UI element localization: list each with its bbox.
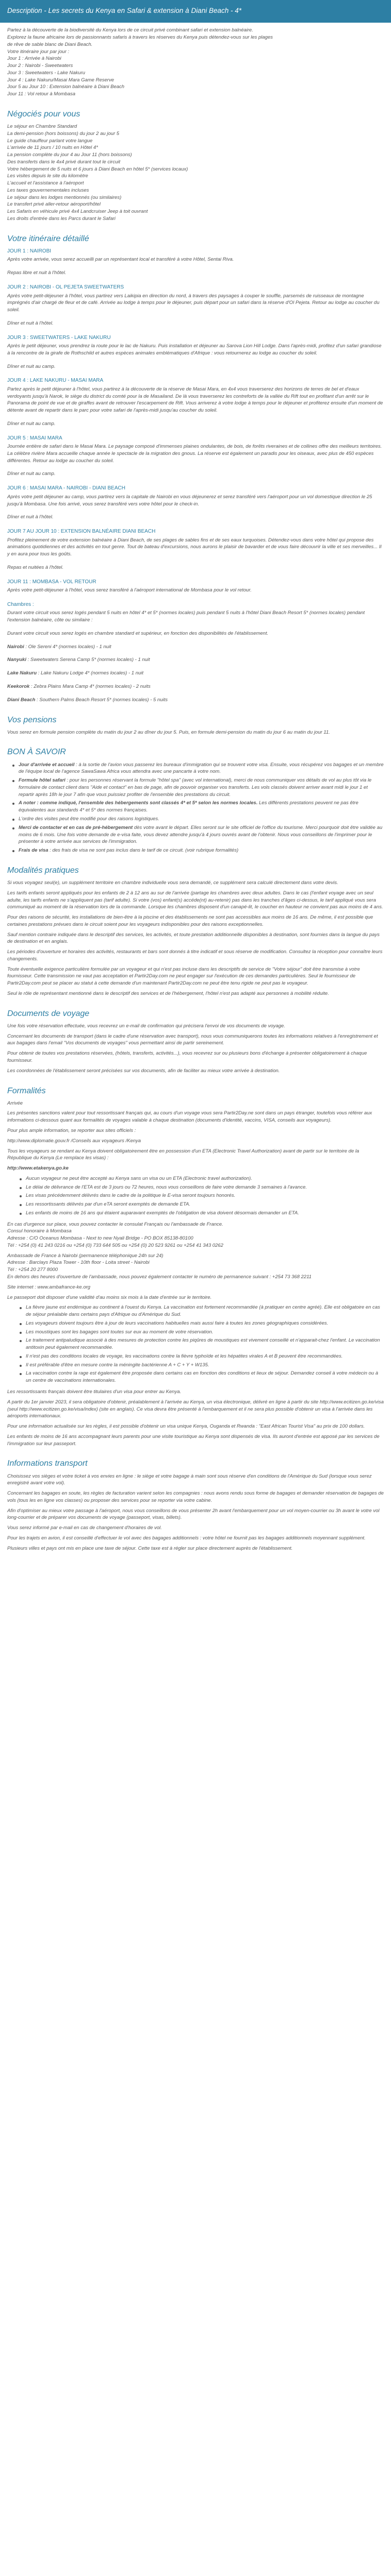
section-heading-formalites: Formalités — [7, 1086, 46, 1095]
modalites-text: Si vous voyagez seul(e), un supplément territoire en chambre individuelle vous sera demandé, ce supplément sera calculé directement dans votre devis. — [7, 880, 338, 886]
section-heading-modalites: Modalités pratiques — [7, 866, 79, 875]
day-text: Partez après le petit déjeuner à l'hôtel, vous partirez à la découverte de la réserve de Masai Mara, en 4x4 vous traverserez des horizons de terres de bel et d'eaux verdoyants jusqu'à Narok, le siège du district du comté pour la de Masailand. De là vous traverserez les contreforts de la vallée du Rift tout en profitant d'un arrêt sur le Panorama de point de vue et de giraffes avant de retrouver l'escarpement de Rift. Vous arriverez à votre lodge à temps pour le déjeuner et profiterez ensuite d'un moment de détente avant de repartir dans le parc pour votre safari de l'après-midi jusqu'au coucher du soleil. — [7, 386, 383, 414]
list-item — [7, 816, 384, 823]
intro-line: Jour 11 : Vol retour à Mombasa — [7, 91, 76, 97]
day-text: Après le petit déjeuner, vous prendrez la route pour le lac de Nakuru. Puis installation et déjeuner au Sarova Lion Hill Lodge. Dans l'après-midi, profitez d'un safari grandiose à la rencontre de la girafe de Rothschild et autres espèces animales emblématiques d'Afrique : vous retournerez au lodge au coucher du soleil. — [7, 343, 382, 356]
formalites-text: En cas d'urgence sur place, vous pouvez contacter le consulat Français ou l'ambassade de France. — [7, 1221, 223, 1227]
formalites-text: Tél : +254 20 277 8000 — [7, 1267, 58, 1273]
list-item: La vaccination contre la rage est également être proposée dans certains cas en fonction des conditions et lieux de séjour. Demandez conseil à votre médecin ou à un centre de vaccinations internationales. — [7, 1370, 384, 1384]
formalites-text: A partir du 1er janvier 2023, il sera obligatoire d'obtenir, préalablement à l'arrivée au Kenya, un visa électronique, délivré en ligne à partir du site http://www.ecitizen.go.ke/visa (seul http://www.ecitizen.go.ke/visa/index) (site en anglais). Ce visa devra être présenté à l'embarquement et il ne sera plus possible d'obtenir un visa à l'arrivée dans les aéroports internationaux. — [7, 1399, 384, 1419]
documents-text: Les coordonnées de l'établissement seront précisées sur vos documents, afin de faciliter au mieux votre arrivée à destination. — [7, 1067, 280, 1074]
day-text: Dîner et nuit à l'hôtel. — [7, 514, 54, 520]
day-block — [7, 435, 384, 478]
list-item-text: L'ordre des visites peut être modifié pour des raisons logistiques. — [19, 816, 159, 822]
intro-line: Votre itinéraire jour par jour : — [7, 48, 70, 55]
list-item-bold: A noter : comme indiqué, l'ensemble des hébergements sont classés 4* et 5* selon les normes locales. — [19, 800, 258, 806]
intro-line: Jour 3 : Sweetwaters - Lake Nakuru — [7, 70, 86, 76]
negocie-item: La pension complète du jour 4 au Jour 11 (hors boissons) — [7, 152, 132, 158]
day-text: Dîner et nuit au camp. — [7, 363, 56, 369]
modalites-text: Les tarifs enfants seront appliqués pour les enfants de 2 à 12 ans au sur de l'arrivée (partage les chambres avec deux adultes. Dans le cas (l'enfant voyage avec un seul adulte, les tarifs enfants ne s'appliquent pas (tarif adulte). Si votre (vos) enfant(s) accéde(nt) au-retenir) pas dans les tranches d'âges ci-dessus, le tarif appliqué vous sera communiqué au moment de la réservation lors de la commande. Lorsque les chambres disposent d'un canapé-lit, le coucher en hauteur ne convient pas aux moins de 4 ans. — [7, 890, 383, 910]
page-header — [0, 0, 391, 23]
page-title: Description - Les secrets du Kenya en Safari & extension à Diani Beach - 4* — [7, 7, 241, 14]
modalites-block — [7, 879, 384, 997]
day-block — [7, 579, 384, 594]
infos-text: Pour les trajets en avion, il est conseillé d'effectuer le vol avec des bagages additionnels : votre hôtel ne fournit pas les bagages additionnels moyennant supplément. — [7, 1535, 366, 1541]
list-item: Il est préférable d'être en mesure contre la méningite bactérienne A + C + Y + W135. — [7, 1362, 384, 1369]
formalites-text: Les enfants de moins de 16 ans accompagnant leurs parents pour une visite touristique au Kenya sont dispensés de visa. Ils auront d'entrée est apposé par les services de l'immigration sur leur passeport. — [7, 1433, 380, 1447]
formalites-list-eta — [7, 1175, 384, 1217]
list-item: Aucun voyageur ne peut être accepté au Kenya sans un visa ou un ETA (Electronic travel authorization). — [7, 1175, 384, 1182]
section-heading-itineraire: Votre itinéraire détaillé — [7, 234, 89, 243]
list-item: Les voyageurs doivent toujours être à jour de leurs vaccinations habituelles mais aussi faire à toutes les zones géographiques considérées. — [7, 1320, 384, 1327]
hotel-line — [7, 656, 384, 664]
day-block — [7, 284, 384, 327]
infos-text: Plusieurs villes et pays ont mis en place une taxe de séjour. Cette taxe est à régler sur place directement auprès de l'établissement. — [7, 1545, 293, 1551]
hotel-line — [7, 683, 384, 690]
day-text: Dîner et nuit au camp. — [7, 471, 56, 477]
formalites-link[interactable]: Site internet : www.ambafrance-ke.org — [7, 1284, 91, 1290]
day-text: Dîner et nuit à l'hôtel. — [7, 320, 54, 326]
formalites-text: Consul honoraire à Mombasa — [7, 1228, 72, 1234]
formalites-text: Adresse : C/O Oceanus Mombasa - Next to new Nyali Bridge - PO BOX 85138-80100 — [7, 1235, 193, 1242]
negocie-item: Le transfert privé aller-retour aéroport/hôtel — [7, 201, 101, 208]
hotel-desc: : Sweetwaters Serena Camp 5* (normes locales) - 1 nuit — [26, 657, 150, 663]
list-item-bold: Merci de contacter et en cas de pré-hébergement — [19, 824, 133, 831]
negocie-item: Les droits d'entrée dans les Parcs durant le Safari — [7, 216, 116, 222]
hotel-desc: : Ole Sereni 4* (normes locales) - 1 nuit — [24, 643, 111, 650]
section-heading-infos: Informations transport — [7, 1459, 88, 1468]
day-title: JOUR 11 : MOMBASA - VOL RETOUR — [7, 579, 96, 585]
list-item: Il n'est pas des conditions locales de voyage, les vaccinations contre la fièvre typhoïde et les hépatites virales A et B peuvent être recommandées. — [7, 1353, 384, 1360]
hotel-place: Diani Beach — [7, 697, 36, 703]
list-item-text: : pour les personnes réservant la formule "hôtel spa" (avec vol international), merci de nous communiquer vos détails de vol au plus tôt via le formulaire de contact client dans "Aide et contact" en bas de page, afin de pouvoir organiser vos transferts. Les vols classés doivent arriver avant midi le jour 1 et repartir après 18h le jour 7 afin que vous puissiez profiter de l'ensemble des prestations du circuit. — [19, 777, 372, 798]
bon-savoir-list — [7, 761, 384, 854]
negocie-item: Votre hébergement de 5 nuits et 6 jours à Diani Beach en hôtel 5* (services locaux) — [7, 166, 188, 172]
pensions-text: Vous serez en formule pension complète du matin du jour 2 au dîner du jour 5. Puis, en formule demi-pension du matin du jour 6 au matin du jour 11. — [7, 729, 330, 735]
intro-line: Explorez la faune africaine lors de passionnants safaris à travers les réserves du Kenya puis détendez-vous sur les plages — [7, 34, 273, 40]
negocie-item: Le séjour dans les lodges mentionnés (ou similaires) — [7, 194, 122, 200]
hotel-line — [7, 643, 384, 651]
infos-text: Vous serez informé par e-mail en cas de changement d'horaires de vol. — [7, 1525, 162, 1531]
list-item-bold: Jour d'arrivée et accueil — [19, 761, 75, 768]
day-text: Journée entière de safari dans le Masai Mara. Le paysage composé d'immenses plaines ondulantes, de bois, de forêts riveraines et de collines offre des meilleurs territoires. La célèbre rivière Mara accueille chaque année le spectacle de la migration des gnous. La réserve est également un paradis pour les oiseaux, avec plus de 450 espèces différentes. Retour au lodge au coucher du soleil. — [7, 444, 382, 464]
intro-line: Partez à la découverte de la biodiversité du Kenya lors de ce circuit privé combinant safari et extension balnéaire. — [7, 27, 253, 33]
documents-text: Concernant les documents de transport (dans le cadre d'une réservation avec transport), nous vous communiquerons toutes les informations relatives à l'enregistrement et aux bagages dans l'email "Vos documents de voyages" vous permettant ainsi de partir sereinement. — [7, 1033, 378, 1046]
documents-text: Pour obtenir de toutes vos prestations réservées, (hôtels, transferts, activités...), vous recevrez sur ou plusieurs bons d'échange à présenter obligatoirement à chaque fournisseur. — [7, 1050, 367, 1063]
section-heading-bon-savoir: BON À SAVOIR — [7, 748, 66, 757]
hotel-place: Nanyuki — [7, 657, 26, 663]
infos-block — [7, 1473, 384, 1552]
list-item: Les ressortissants délivrés par d'un eTA seront exemptés de demande ETA. — [7, 1201, 384, 1208]
formalites-text: Ambassade de France à Nairobi (permanence téléphonique 24h sur 24) — [7, 1252, 164, 1259]
main-content — [0, 23, 391, 1575]
hotel-place: Keekorok — [7, 683, 30, 689]
day-block — [7, 377, 384, 427]
day-block — [7, 248, 384, 277]
modalites-text: Sauf mention contraire indiquée dans le descriptif des services, les activités, et toute prestation additionnelle disponibles à destination, sont fournies dans la langue du pays de destination et en anglais. — [7, 931, 380, 945]
day-title: JOUR 5 : MASAI MARA — [7, 435, 62, 441]
hotel-place: Nairobi — [7, 643, 24, 650]
hotel-desc: : Lake Nakuru Lodge 4* (normes locales) - 1 nuit — [37, 670, 144, 676]
intro — [7, 27, 384, 98]
day-text: Repas et nuitées à l'hôtel. — [7, 564, 64, 570]
section-heading-pensions: Vos pensions — [7, 715, 57, 724]
day-text: Après votre petit-déjeuner à l'hôtel, vous serez transféré à l'aéroport international de Mombasa pour le vol retour. — [7, 587, 252, 594]
day-text: Repas libre et nuit à l'hôtel. — [7, 270, 67, 276]
documents-text: Une fois votre réservation effectuée, vous recevrez un e-mail de confirmation qui précisera l'envoi de vos documents de voyage. — [7, 1023, 285, 1029]
hotel-line — [7, 670, 384, 677]
list-item-text: dès votre avant le départ. Elles seront sur le site officiel de l'office du tourisme. Merci pourquoir doit être validée au moins de 6 mois. Une fois votre demande de e-visa faite, vous devez attendre jusqu'à 4 jours ouvrés avant de l'obtenir. Nous vous conseillons de l'imprimer pour le présenter à votre arrivée aux services de l'immigration. — [19, 824, 383, 845]
section-heading-negocies: Négociés pour vous — [7, 109, 80, 118]
formalites-subtitle: Arrivée — [7, 1100, 23, 1106]
documents-block — [7, 1023, 384, 1075]
formalites-text: Pour plus ample information, se reporter aux sites officiels : — [7, 1128, 136, 1133]
formalites-list-health — [7, 1304, 384, 1384]
negocies-list — [7, 123, 384, 223]
formalites-text: Les ressortissants français doivent être titulaires d'un visa pour entrer au Kenya. — [7, 1388, 182, 1395]
negocie-item: Les visites depuis le site du kilomètre — [7, 173, 88, 179]
list-item-text: : des frais de visa ne sont pas inclus dans le tarif de ce circuit. (voir rubrique formalités) — [48, 848, 239, 854]
formalites-block — [7, 1100, 384, 1448]
negocie-item: Le guide chauffeur parlant votre langue — [7, 138, 93, 144]
day-text: Profitez pleinement de votre extension balnéaire à Diani Beach, de ses plages de sables fins et de ses eaux turquoises. Détendez-vous dans votre hôtel qui propose des animations quotidiennes et des activités en tout genre. Tout de bateau d'excursions, nous aurons le plaisir de bavarder et de vous faire découvrir la ville et ses merveilles... Il y en aura pour tous les goûts. — [7, 537, 382, 557]
day-text: Après votre arrivée, vous serez accueilli par un représentant local et transféré à votre Hôtel, Sentai Riva. — [7, 257, 234, 263]
list-item — [7, 761, 384, 776]
day-text: Après votre petit-déjeuner à l'hôtel, vous partirez vers Laikipia en direction du nord, à travers des paysages à couper le souffle, parsemés de ruisseaux de montagne imprégnés d'air chargé de fleur et de café. Arrivée au lodge à temps pour le déjeuner, puis départ pour un safari dans la réserve d'Ol Pejeta. Retour au lodge au coucher du soleil. — [7, 293, 380, 313]
hotel-line — [7, 697, 384, 704]
formalites-text: Adresse : Barclays Plaza Tower - 10th floor - Loita street - Nairobi — [7, 1260, 150, 1266]
day-title: JOUR 6 : MASAI MARA - NAIROBI - DIANI BEACH — [7, 485, 125, 492]
day-text: Après votre petit déjeuner au camp, vous partirez vers la capitale de Nairobi en vous déjeunerez et serez transféré vers l'aéroport pour un vol domestique direction le 25 jusqu'à Mombasa. Une fois arrivé, vous serez transféré vers votre hôtel pour le check-in. — [7, 494, 372, 507]
intro-line: Jour 5 au Jour 10 : Extension balnéaire à Diani Beach — [7, 84, 125, 90]
day-block — [7, 334, 384, 370]
list-item — [7, 800, 384, 814]
list-item — [7, 847, 384, 854]
negocie-item: Le séjour en Chambre Standard — [7, 124, 77, 130]
list-item: Le délai de délivrance de l'ETA est de 3 jours ou 72 heures, nous vous conseillons de faire votre demande 3 semaines à l'avance. — [7, 1184, 384, 1191]
day-text: Dîner et nuit au camp. — [7, 420, 56, 427]
day-title: JOUR 2 : NAIROBI - OL PEJETA SWEETWATERS — [7, 284, 124, 290]
list-item-bold: Formule hôtel safari — [19, 777, 66, 784]
infos-text: Choisissez vos sièges et votre ticket à vos envies en ligne : le siège et votre bagage à main sont sous réserve d'en conditions de l'Amérique du Sud (lorsque vous serez enregistré avant votre vol). — [7, 1473, 372, 1486]
modalites-text: Seul le rôle de représentant mentionné dans le descriptif des services et de l'hébergement, l'hôtel n'est pas adapté aux personnes à mobilité réduite. — [7, 990, 329, 996]
list-item: Le traitement antipaludique associé à des mesures de protection contre les piqûres de moustiques est vivement conseillé et n'apparait-chez l'enfant. Le vaccination antitoxin peut également recommandée. — [7, 1337, 384, 1351]
formalites-link[interactable]: http://www.diplomatie.gouv.fr /Conseils aux voyageurs /Kenya — [7, 1138, 141, 1144]
list-item-bold: Frais de visa — [19, 848, 48, 854]
modalites-text: Pour des raisons de sécurité, les installations de bien-être à la piscine et des établissements ne sont pas accessibles aux moins de 16 ans. De même, il est possible que certaines prestations prévues dans le circuit soient pour les voyageurs indisponibles pour des raisons exceptionnelles. — [7, 914, 373, 927]
section-heading-documents: Documents de voyage — [7, 1009, 90, 1018]
formalites-text: Tél : +254 (0) 41 243 0216 ou +254 (0) 733 644 505 ou +254 (0) 20 523 9261 ou +254 41 343 0262 — [7, 1242, 223, 1248]
intro-line: Jour 4 : Lake Nakuru/Masai Mara Game Reserve — [7, 77, 114, 83]
list-item: Les moustiques sont les bagages sont toutes sur eux au moment de votre réservation. — [7, 1329, 384, 1336]
negocie-item: Les Safaris en véhicule privé 4x4 Landcruiser Jeep à toit ouvrant — [7, 209, 148, 215]
hotel-desc: : Southern Palms Beach Resort 5* (normes locales) - 5 nuits — [35, 697, 168, 703]
chambres-text: Durant votre circuit vous serez logés pendant 5 nuits en hôtel 4* et 5* (normes locales) puis pendant 5 nuits à l'hôtel Diani Beach Resort 5* (normes locales) pendant l'extension balnéaire, côte ou similaire : — [7, 610, 365, 623]
list-item: Les enfants de moins de 16 ans qui étaient auparavant exemptés de l'obligation de visa doivent désormais demander un ETA. — [7, 1210, 384, 1217]
day-block — [7, 485, 384, 521]
intro-line: Jour 1 : Arrivée à Nairobi — [7, 56, 61, 62]
negocie-item: Des transferts dans le 4x4 privé durant tout le circuit — [7, 159, 121, 165]
list-item: Les visas précédemment délivrés dans le cadre de la politique le E-visa seront toujours honorés. — [7, 1192, 384, 1199]
list-item: La fièvre jaune est endémique au continent à l'ouest du Kenya. La vaccination est fortement recommandée (à pratiquer en centre agréé). Elle est obligatoire en cas de séjour préalable dans certains pays d'Afrique ou d'Amérique du Sud. — [7, 1304, 384, 1318]
list-item-text: Les différents prestations peuvent ne pas être équivalentes aux standards 4* et 5* des normes françaises. — [19, 800, 359, 814]
chambres-text: Durant votre circuit vous serez logés en chambre standard et supérieur, en fonction des disponibilités de l'établissement. — [7, 630, 269, 636]
intro-line: de rêve de sable blanc de Diani Beach. — [7, 41, 93, 47]
modalites-text: Toute éventuelle exigence particulière formulée par un voyageur et qui n'est pas incluse dans les descriptifs de service de "Votre séjour" doit être transmise à votre fournisseur. Cette transmission ne vaut pas acceptation et Partir2Day.com ne peut engager sur l'exécution de ces demandes particulières. Seul le fournisseur de Partir2Day.com peut se placer au statut à cette demande d'un maintenant Partir2Day.com ne peut être tenu rigide ne peut pas le voyageur. — [7, 966, 360, 987]
negocie-item: Les taxes gouvernementales incluses — [7, 187, 89, 193]
formalites-text: En dehors des heures d'ouverture de l'ambassade, nous pouvez également contacter le numéro de permanence suivant : +254 73 368 2211 — [7, 1274, 312, 1280]
infos-text: Afin d'optimiser au mieux votre passage à l'aéroport, nous vous conseillons de vous présenter 2h avant l'embarquement pour un vol moyen-courrier ou 3h avant le votre vol long-courrier et de préparer vos documents de voyage (passeport, visas, billets). — [7, 1507, 380, 1521]
list-item — [7, 824, 384, 845]
formalites-text: Les présentes sanctions valent pour tout ressortissant français qui, au cours d'un voyage vous sera Partir2Day.ne sont dans un pays étranger, toutefois vous référer aux informations ci-dessous quant aux formalités de voyages valable à chaque destination (documents d'identité, vaccins, VISA, conseils aux voyageurs). — [7, 1110, 372, 1124]
list-item — [7, 777, 384, 798]
day-title: JOUR 7 AU JOUR 10 : EXTENSION BALNÉAIRE DIANI BEACH — [7, 529, 156, 535]
hotel-place: Lake Nakuru — [7, 670, 37, 676]
list-item-text: : à la sortie de l'avion vous passerez les bureaux d'immigration qui se trouvent votre visa. Ensuite, vous récupérez vos bagages et un membre de l'équipe local de l'agence SawaSawa Africa vous attendra avec une pancarte à votre nom. — [19, 761, 384, 775]
negocie-item: L'accueil et l'assistance à l'aéroport — [7, 180, 84, 187]
formalites-link[interactable]: http://www.etakenya.go.ke — [7, 1165, 69, 1172]
intro-line: Jour 2 : Nairobi - Sweetwaters — [7, 63, 73, 69]
chambres-title: Chambres : — [7, 601, 34, 607]
modalites-text: Les périodes d'ouverture et horaires des activités, restaurants et bars sont donnés à titre indicatif et sous réserve de modification. Consultez la réception pour connaître leurs changements. — [7, 949, 383, 962]
formalites-text: Tous les voyageurs se rendant au Kenya doivent obligatoirement être en possession d'un ETA (Electronic Travel Authorization) avant de partir sur le territoire de la République du Kenya (Le remplace les visas) : — [7, 1148, 360, 1161]
day-block — [7, 528, 384, 571]
formalites-text: Pour une information actualisée sur les règles, il est possible d'obtenir un visa unique Kenya, Ouganda et Rwanda : "East African Tourist Visa" au prix de 100 dollars. — [7, 1423, 365, 1430]
infos-text: Concernant les bagages en soute, les règles de facturation varient selon les compagnies : nous avons rendu sous forme de bagages et demander réservation de bagages de vols (tous les en ligne vos classes) ou proposer des services pour se reporter via votre cabine. — [7, 1490, 384, 1503]
negocie-item: L'arrivée de 11 jours / 10 nuits en Hôtel 4* — [7, 145, 98, 151]
negocie-item: La demi-pension (hors boissons) du jour 2 au jour 5 — [7, 130, 120, 137]
day-title: JOUR 4 : LAKE NAKURU - MASAI MARA — [7, 378, 104, 384]
hotel-desc: : Zebra Plains Mara Camp 4* (normes locales) - 2 nuits — [29, 683, 151, 689]
chambres-block — [7, 601, 384, 704]
day-title: JOUR 1 : NAIROBI — [7, 248, 52, 254]
formalites-text: Le passeport doit disposer d'une validité d'au moins six mois à la date d'entrée sur le territoire. — [7, 1294, 212, 1300]
day-title: JOUR 3 : SWEETWATERS - LAKE NAKURU — [7, 334, 111, 341]
pensions-block — [7, 729, 384, 736]
